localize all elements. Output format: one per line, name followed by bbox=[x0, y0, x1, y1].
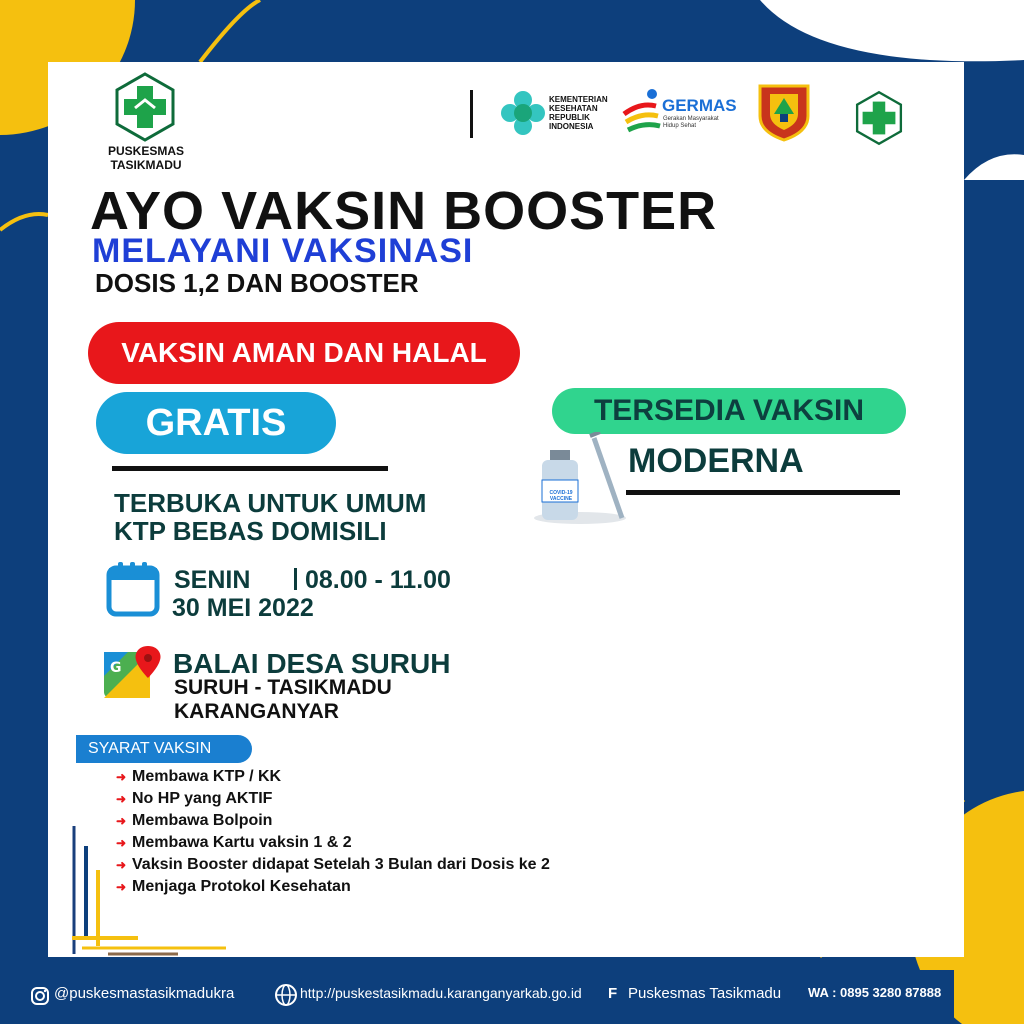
arrow-right-icon: ➜ bbox=[116, 858, 127, 872]
kemenkes-line1: KEMENTERIAN bbox=[549, 95, 608, 104]
germas-title: GERMAS bbox=[662, 96, 737, 115]
venue-address-1: SURUH - TASIKMADU bbox=[174, 676, 392, 699]
arrow-right-icon: ➜ bbox=[116, 814, 127, 828]
calendar-icon bbox=[106, 560, 160, 618]
puskesmas-name bbox=[103, 144, 189, 172]
schedule-time: 08.00 - 11.00 bbox=[305, 566, 451, 594]
corner-decoration bbox=[68, 826, 228, 956]
requirement-text: Membawa KTP / KK bbox=[132, 768, 282, 785]
list-item bbox=[116, 788, 550, 810]
requirements-label: SYARAT VAKSIN bbox=[76, 735, 252, 763]
germas-sub-line1: Gerakan Masyarakat bbox=[663, 116, 719, 122]
puskesmas-name-line2: TASIKMADU bbox=[110, 158, 182, 172]
available-vaccine-badge: TERSEDIA VAKSIN bbox=[552, 388, 906, 434]
map-pin-icon bbox=[102, 644, 162, 702]
header-divider bbox=[470, 90, 473, 138]
kemenkes-line4: INDONESIA bbox=[549, 122, 594, 131]
page-subtitle: MELAYANI VAKSINASI bbox=[92, 232, 474, 270]
requirement-text: Menjaga Protokol Kesehatan bbox=[132, 878, 351, 895]
requirement-text: Membawa Kartu vaksin 1 & 2 bbox=[132, 834, 352, 851]
instagram-handle[interactable]: @puskesmastasikmadukra bbox=[54, 985, 235, 1002]
germas-sub-line2: Hidup Sehat bbox=[663, 123, 697, 129]
schedule-separator bbox=[294, 568, 297, 590]
puskesmas-logo-icon bbox=[113, 72, 177, 142]
vial-label: COVID-19 VACCINE bbox=[549, 490, 573, 502]
kemenkes-logo-icon bbox=[500, 90, 546, 136]
vaccine-name: MODERNA bbox=[628, 442, 804, 480]
kemenkes-text bbox=[549, 95, 608, 131]
vaccine-vial-icon bbox=[530, 432, 630, 528]
venue-name: BALAI DESA SURUH bbox=[173, 648, 451, 679]
schedule-date: 30 MEI 2022 bbox=[172, 594, 314, 622]
website-link[interactable]: http://puskestasikmadu.karanganyarkab.go.id bbox=[300, 985, 582, 1001]
divider-right bbox=[626, 490, 900, 495]
health-cross-logo-icon bbox=[854, 90, 904, 146]
arrow-right-icon: ➜ bbox=[116, 792, 127, 806]
safe-halal-badge: VAKSIN AMAN DAN HALAL bbox=[88, 322, 520, 384]
facebook-icon: F bbox=[608, 985, 618, 1002]
venue-address-2: KARANGANYAR bbox=[174, 700, 339, 723]
free-badge: GRATIS bbox=[96, 392, 336, 454]
germas-subtitle bbox=[663, 116, 719, 130]
open-public-text: TERBUKA UNTUK UMUM bbox=[114, 488, 427, 518]
ktp-domicile-text: KTP BEBAS DOMISILI bbox=[114, 516, 387, 546]
instagram-icon bbox=[30, 986, 50, 1006]
requirement-text: Vaksin Booster didapat Setelah 3 Bulan dari Dosis ke 2 bbox=[132, 856, 550, 873]
puskesmas-name-line1: PUSKESMAS bbox=[107, 144, 184, 158]
arrow-right-icon: ➜ bbox=[116, 880, 127, 894]
page-title: AYO VAKSIN BOOSTER bbox=[90, 181, 718, 241]
germas-logo-icon bbox=[622, 88, 662, 134]
requirement-text: No HP yang AKTIF bbox=[132, 790, 273, 807]
facebook-page[interactable]: Puskesmas Tasikmadu bbox=[628, 985, 782, 1002]
whatsapp-number[interactable]: WA : 0895 3280 87888 bbox=[808, 985, 942, 1000]
list-item bbox=[116, 766, 550, 788]
regency-emblem-icon bbox=[756, 80, 812, 142]
arrow-right-icon: ➜ bbox=[116, 836, 127, 850]
schedule-day: SENIN bbox=[174, 566, 251, 594]
kemenkes-line3: REPUBLIK bbox=[549, 113, 590, 122]
dose-info: DOSIS 1,2 DAN BOOSTER bbox=[95, 268, 419, 298]
kemenkes-line2: KESEHATAN bbox=[549, 104, 598, 113]
divider-left bbox=[112, 466, 388, 471]
svg-text:G: G bbox=[110, 660, 122, 676]
globe-icon bbox=[274, 983, 298, 1007]
requirement-text: Membawa Bolpoin bbox=[132, 812, 273, 829]
arrow-right-icon: ➜ bbox=[116, 770, 127, 784]
